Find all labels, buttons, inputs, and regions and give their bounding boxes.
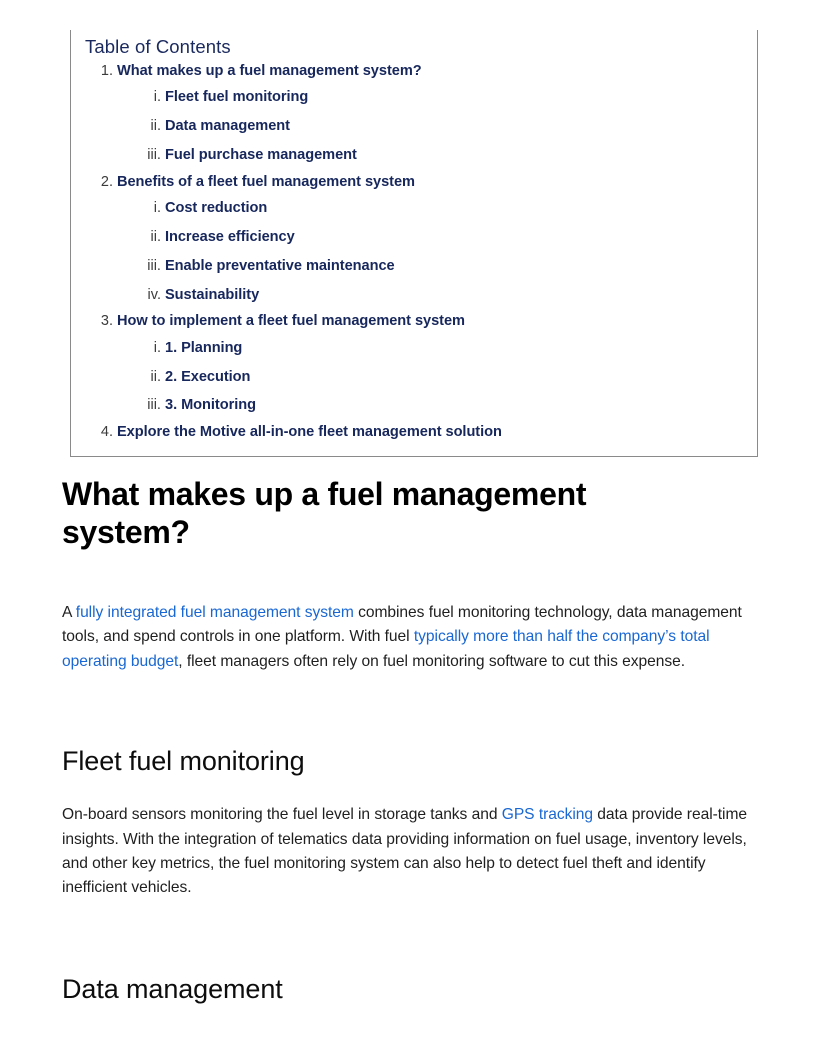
toc-item (165, 334, 757, 363)
toc-item (165, 252, 757, 281)
paragraph-text-segment: combines fuel monitoring technology, data management tools, and spend controls in one platform. With fuel (62, 604, 742, 646)
toc-item (165, 223, 757, 252)
paragraph-text-segment: On-board sensors monitoring the fuel level in storage tanks and (62, 806, 502, 824)
section-heading-fleet-fuel-monitoring: Fleet fuel monitoring (62, 746, 305, 777)
toc-link[interactable]: Cost reduction (165, 200, 268, 217)
toc-link[interactable]: Fleet fuel monitoring (165, 89, 309, 106)
toc-link[interactable]: Data management (165, 118, 290, 135)
spacer (62, 674, 752, 745)
toc-item (165, 194, 757, 223)
toc-link[interactable]: Increase efficiency (165, 229, 295, 245)
toc-link[interactable]: Fuel purchase management (165, 147, 357, 163)
toc-list-level-2 (117, 83, 757, 169)
paragraph-text-segment: , fleet managers often rely on fuel monitoring software to cut this expense. (178, 652, 686, 670)
toc-link[interactable]: What makes up a fuel management system? (117, 63, 422, 79)
toc-list-level-1 (71, 59, 757, 445)
toc-link[interactable]: Enable preventative maintenance (165, 257, 395, 274)
table-of-contents-title: Table of Contents (85, 36, 231, 57)
inline-link-operating-budget[interactable]: typically more than half the company’s total operating budget (62, 628, 710, 670)
spacer (62, 777, 752, 803)
paragraph-text-segment: A (62, 604, 76, 621)
toc-link[interactable]: 3. Monitoring (165, 397, 256, 414)
toc-item (165, 281, 757, 310)
toc-link[interactable]: 2. Execution (165, 368, 251, 385)
toc-link[interactable]: 1. Planning (165, 339, 243, 356)
toc-item (117, 59, 757, 170)
toc-item (117, 170, 757, 310)
toc-item (165, 141, 757, 170)
toc-item (165, 112, 757, 141)
section-heading-data-management: Data management (62, 973, 283, 1004)
toc-list-level-2 (117, 194, 757, 309)
fleet-fuel-monitoring-paragraph (62, 803, 752, 901)
toc-item (117, 420, 757, 444)
toc-link[interactable]: Explore the Motive all-in-one fleet management solution (117, 424, 502, 441)
article-body (62, 476, 752, 1005)
inline-link-fully-integrated-fuel-management-system[interactable]: fully integrated fuel management system (75, 604, 354, 621)
toc-link[interactable]: How to implement a fleet fuel management system (117, 313, 465, 330)
toc-item (165, 391, 757, 420)
inline-link-gps-tracking[interactable]: GPS tracking (501, 806, 594, 824)
toc-list-level-2 (117, 334, 757, 420)
intro-paragraph (62, 601, 752, 674)
toc-item (165, 363, 757, 392)
paragraph-text-segment: data provide real-time insights. With the integration of telematics data providing information on fuel usage, inventory levels, and other key metrics, the fuel monitoring system can also help to detect fuel theft and identify inefficient vehicles. (62, 806, 748, 897)
toc-link[interactable]: Sustainability (165, 286, 260, 303)
toc-link[interactable]: Benefits of a fleet fuel management system (117, 173, 415, 190)
spacer (62, 551, 752, 601)
page-title: What makes up a fuel management system? (62, 476, 587, 550)
spacer (62, 901, 752, 973)
table-of-contents (70, 30, 758, 457)
toc-item (117, 309, 757, 420)
toc-item (165, 83, 757, 112)
